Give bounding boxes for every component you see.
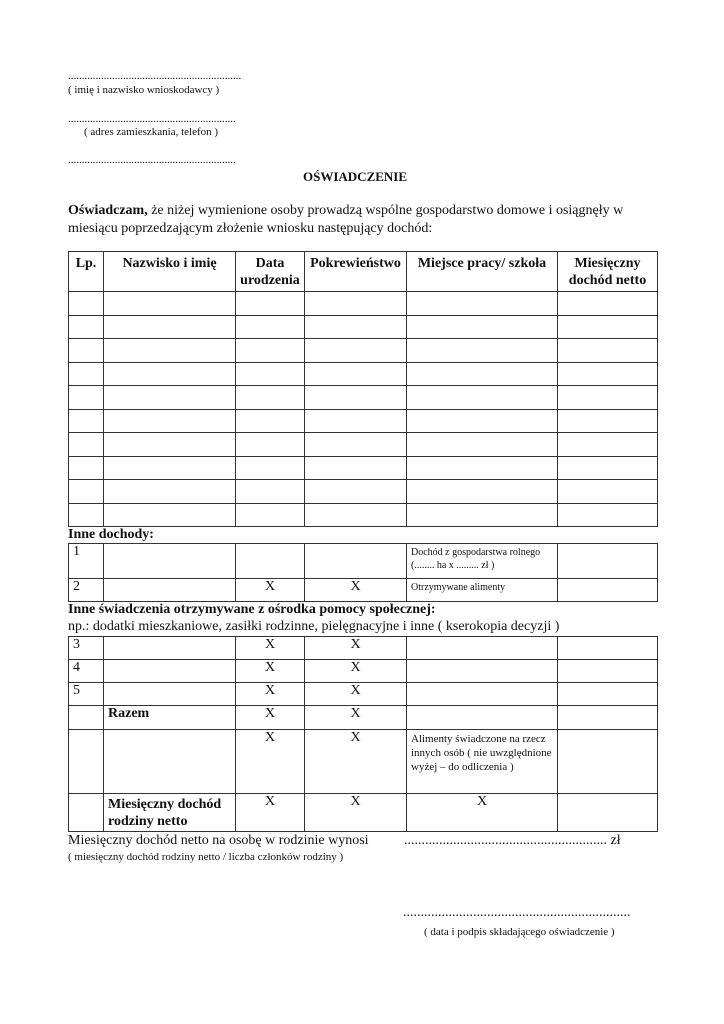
birth-date-cell[interactable] — [236, 362, 305, 386]
workplace-cell[interactable] — [407, 292, 558, 316]
income-cell[interactable] — [558, 315, 658, 339]
row-number: 3 — [69, 637, 104, 660]
name-cell[interactable] — [104, 637, 236, 660]
alimony-paid-label: Alimenty świadczone na rzecz innych osób ( nie uwzględnione wyżej – do odliczenia ) — [407, 730, 558, 794]
per-person-income-text: Miesięczny dochód netto na osobę w rodzinie wynosi — [68, 833, 369, 848]
relation-cell[interactable] — [305, 480, 407, 504]
income-cell[interactable] — [558, 660, 658, 683]
workplace-cell[interactable] — [407, 409, 558, 433]
family-income-row — [69, 794, 658, 832]
table-row — [69, 637, 658, 660]
name-cell[interactable] — [104, 339, 236, 363]
social-benefits-table — [68, 636, 658, 832]
table-row — [69, 544, 658, 579]
table-row — [69, 456, 658, 480]
lp-cell[interactable] — [69, 409, 104, 433]
applicant-name-caption: ( imię i nazwisko wnioskodawcy ) — [68, 84, 220, 96]
table-header-row — [69, 252, 658, 292]
benefit-cell[interactable] — [407, 637, 558, 660]
name-cell[interactable] — [104, 480, 236, 504]
row-number — [69, 730, 104, 794]
income-cell[interactable] — [558, 503, 658, 527]
table-row — [69, 362, 658, 386]
row-number: 2 — [69, 579, 104, 602]
name-cell[interactable] — [104, 503, 236, 527]
relation-cell[interactable] — [305, 315, 407, 339]
birth-date-cell[interactable] — [236, 339, 305, 363]
relation-cell[interactable] — [305, 456, 407, 480]
per-person-income-field[interactable]: .......................................................... zł — [404, 833, 621, 848]
address-caption: ( adres zamieszkania, telefon ) — [84, 126, 219, 138]
crossed-cell: X — [305, 660, 407, 683]
birth-date-cell[interactable] — [236, 409, 305, 433]
birth-date-cell[interactable] — [236, 503, 305, 527]
table-row — [69, 292, 658, 316]
birth-date-cell[interactable] — [236, 315, 305, 339]
social-benefits-heading: Inne świadczenia otrzymywane z ośrodka pomocy społecznej: — [68, 602, 436, 617]
income-cell[interactable] — [558, 683, 658, 706]
name-cell[interactable] — [104, 456, 236, 480]
crossed-cell: X — [236, 637, 305, 660]
lp-cell[interactable] — [69, 503, 104, 527]
household-members-table — [68, 251, 658, 527]
crossed-cell: X — [305, 730, 407, 794]
alimony-label: Otrzymywane alimenty — [407, 579, 558, 602]
workplace-cell[interactable] — [407, 339, 558, 363]
income-cell[interactable] — [558, 339, 658, 363]
birth-date-cell[interactable] — [236, 456, 305, 480]
total-row — [69, 706, 658, 730]
row-number: 4 — [69, 660, 104, 683]
declaration-intro-bold: Oświadczam, — [68, 203, 148, 218]
crossed-cell: X — [236, 706, 305, 730]
birth-date-cell[interactable] — [236, 386, 305, 410]
name-cell[interactable] — [104, 409, 236, 433]
lp-cell[interactable] — [69, 480, 104, 504]
table-row — [69, 660, 658, 683]
table-row — [69, 386, 658, 410]
social-benefits-subheading: np.: dodatki mieszkaniowe, zasiłki rodzinne, pielęgnacyjne i inne ( kserokopia decyzji ) — [68, 619, 560, 634]
income-cell[interactable] — [558, 480, 658, 504]
crossed-cell: X — [236, 660, 305, 683]
document-title: OŚWIADCZENIE — [303, 169, 408, 184]
header-birth-date: Data urodzenia — [236, 252, 305, 292]
lp-cell[interactable] — [69, 456, 104, 480]
declaration-intro-text: że niżej wymienione osoby prowadzą wspólne gospodarstwo domowe i osiągnęły w miesiącu poprzedzającym złożenie wniosku następujący dochód: — [68, 203, 624, 236]
extra-line[interactable]: ............................................................. — [68, 154, 236, 166]
name-cell[interactable] — [104, 292, 236, 316]
relation-cell[interactable] — [305, 339, 407, 363]
lp-cell[interactable] — [69, 362, 104, 386]
farm-income-label: Dochód z gospodarstwa rolnego (........ ha x ......... zł ) — [407, 544, 558, 579]
crossed-cell: X — [305, 637, 407, 660]
header-lp: Lp. — [69, 252, 104, 292]
header-workplace: Miejsce pracy/ szkoła — [407, 252, 558, 292]
header-name: Nazwisko i imię — [104, 252, 236, 292]
income-cell[interactable] — [558, 706, 658, 730]
income-cell[interactable] — [558, 362, 658, 386]
lp-cell[interactable] — [69, 292, 104, 316]
per-person-income-caption: ( miesięczny dochód rodziny netto / liczba członków rodziny ) — [68, 851, 344, 863]
relation-cell[interactable] — [305, 544, 407, 579]
birth-date-cell[interactable] — [236, 433, 305, 457]
workplace-cell[interactable] — [407, 456, 558, 480]
name-cell[interactable] — [104, 683, 236, 706]
lp-cell[interactable] — [69, 386, 104, 410]
relation-cell[interactable] — [305, 409, 407, 433]
name-cell[interactable] — [104, 544, 236, 579]
name-cell[interactable] — [104, 386, 236, 410]
crossed-cell: X — [236, 579, 305, 602]
other-income-table — [68, 543, 658, 602]
name-cell[interactable] — [104, 362, 236, 386]
other-income-heading: Inne dochody: — [68, 527, 154, 542]
table-row — [69, 339, 658, 363]
table-row — [69, 409, 658, 433]
name-cell[interactable] — [104, 315, 236, 339]
income-cell[interactable] — [558, 794, 658, 832]
birth-date-cell[interactable] — [236, 480, 305, 504]
income-cell[interactable] — [558, 433, 658, 457]
income-cell[interactable] — [558, 386, 658, 410]
main-table-body — [69, 292, 658, 527]
workplace-cell[interactable] — [407, 386, 558, 410]
table-row — [69, 315, 658, 339]
name-cell[interactable] — [104, 433, 236, 457]
total-label: Razem — [104, 706, 236, 730]
birth-date-cell[interactable] — [236, 544, 305, 579]
crossed-cell: X — [236, 683, 305, 706]
workplace-cell[interactable] — [407, 362, 558, 386]
address-line[interactable]: ............................................................. — [68, 113, 236, 125]
crossed-cell: X — [305, 794, 407, 832]
benefit-cell[interactable] — [407, 683, 558, 706]
table-row — [69, 480, 658, 504]
alimony-paid-row — [69, 730, 658, 794]
signature-caption: ( data i podpis składającego oświadczenie ) — [424, 926, 615, 938]
income-cell[interactable] — [558, 579, 658, 602]
income-cell[interactable] — [558, 730, 658, 794]
income-cell[interactable] — [558, 292, 658, 316]
name-cell[interactable] — [104, 579, 236, 602]
table-row — [69, 433, 658, 457]
lp-cell[interactable] — [69, 315, 104, 339]
benefit-cell[interactable] — [407, 706, 558, 730]
row-number: 1 — [69, 544, 104, 579]
signature-line[interactable]: ................................................................. — [403, 905, 631, 920]
lp-cell[interactable] — [69, 433, 104, 457]
workplace-cell[interactable] — [407, 480, 558, 504]
crossed-cell: X — [305, 706, 407, 730]
relation-cell[interactable] — [305, 292, 407, 316]
table-row — [69, 579, 658, 602]
workplace-cell[interactable] — [407, 315, 558, 339]
relation-cell[interactable] — [305, 362, 407, 386]
relation-cell[interactable] — [305, 386, 407, 410]
crossed-cell: X — [305, 683, 407, 706]
row-number — [69, 794, 104, 832]
income-cell[interactable] — [558, 544, 658, 579]
workplace-cell[interactable] — [407, 433, 558, 457]
table-row — [69, 503, 658, 527]
relation-cell[interactable] — [305, 503, 407, 527]
header-relation: Pokrewieństwo — [305, 252, 407, 292]
name-cell[interactable] — [104, 660, 236, 683]
declaration-intro — [68, 202, 658, 238]
row-number: 5 — [69, 683, 104, 706]
applicant-name-line[interactable]: ............................................................... — [68, 70, 242, 82]
workplace-cell[interactable] — [407, 503, 558, 527]
lp-cell[interactable] — [69, 339, 104, 363]
row-number — [69, 706, 104, 730]
relation-cell[interactable] — [305, 433, 407, 457]
income-cell[interactable] — [558, 456, 658, 480]
header-monthly-income: Miesięczny dochód netto — [558, 252, 658, 292]
income-cell[interactable] — [558, 409, 658, 433]
crossed-cell: X — [236, 794, 305, 832]
crossed-cell: X — [407, 794, 558, 832]
family-income-label: Miesięczny dochód rodziny netto — [104, 794, 236, 832]
benefit-cell[interactable] — [407, 660, 558, 683]
name-cell[interactable] — [104, 730, 236, 794]
crossed-cell: X — [305, 579, 407, 602]
table-row — [69, 683, 658, 706]
crossed-cell: X — [236, 730, 305, 794]
birth-date-cell[interactable] — [236, 292, 305, 316]
income-cell[interactable] — [558, 637, 658, 660]
